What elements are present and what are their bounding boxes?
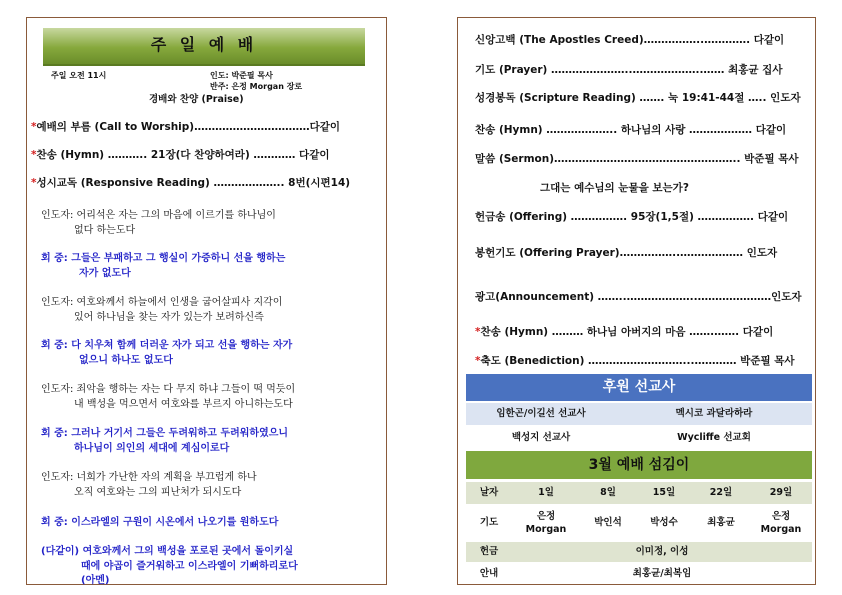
schedule-offering-row [466,542,812,562]
schedule-prayer-row [466,506,812,540]
congregation-verse-3a: 회 중: 그러나 거기서 그들은 두려워하고 두려워하였으니 [41,428,289,439]
date-cell: 29일 [769,487,793,498]
sermon-line: 말씀 (Sermon)…………………………………………….. 박준필 목사 [475,153,799,165]
leader-verse-2a: 인도자: 여호와께서 하늘에서 인생을 굽어살피사 지각이 [41,297,283,308]
prayer-cell: 은정 Morgan [525,511,567,535]
hymn-line-2: 찬송 (Hymn) ……………….. 하나님의 사랑 ……………… 다같이 [475,124,787,136]
standing-mark: * [31,121,37,133]
schedule-header: 3월 예배 섬김이 [466,451,812,479]
unison-verse-a: (다같이) 여호와께서 그의 백성을 포로된 곳에서 돌이키실 [41,546,294,557]
leader-verse-4b: 오직 여호와는 그의 피난처가 되시도다 [74,487,242,498]
offering-row-label: 헌금 [479,546,499,557]
scripture-reading: 성경봉독 (Scripture Reading) ……. 눅 19:41-44절 ….. 인도자 [475,92,801,104]
leader-verse-4a: 인도자: 너희가 가난한 자의 계획을 부끄럽게 하나 [41,472,257,483]
missions-row-2 [466,427,812,449]
date-cell: 8일 [600,487,616,498]
guide-row-label: 안내 [479,568,499,579]
congregation-verse-2b: 없으니 하나도 없도다 [79,355,173,366]
sermon-title: 그대는 예수님의 눈물을 보는가? [540,182,689,194]
hymn-line [31,147,329,162]
prayer-cell: 박성수 [650,517,678,528]
missions-header: 후원 선교사 [466,374,812,401]
missionary-name-2: 백성지 선교사 [511,432,571,443]
offering-song: 헌금송 (Offering) ……………. 95장(1,5절) ……………. 다같이 [475,211,789,223]
leader-verse-3a: 인도자: 죄악을 행하는 자는 다 무지 하냐 그들이 떡 먹듯이 [41,384,296,395]
missions-row-1 [466,403,812,425]
leader-verse-2b: 있어 하나님을 찾는 자가 있는가 보려하신즉 [74,312,264,323]
benediction-text: 축도 (Benediction) ………………………...………… 박준필 목사 [480,355,795,367]
leader-verse-1a: 인도자: 어리석은 자는 그의 마음에 이르기를 하나님이 [41,210,276,221]
date-cell: 1일 [538,487,554,498]
leader-verse-1b: 없다 하는도다 [74,225,136,236]
standing-mark: * [31,149,37,161]
unison-verse-b: 때에 야곱이 즐거워하고 이스라엘이 기뻐하리로다 [81,561,298,572]
congregation-verse-3b: 하나님이 의인의 세대에 계심이로다 [74,443,230,454]
prayer-line: 기도 (Prayer) …………………..………………..…… 최홍균 집사 [475,64,783,76]
closing-hymn-text: 찬송 (Hymn) ……… 하나님 아버지의 마음 …….……. 다같이 [480,326,774,338]
guide-value: 최홍균/최복임 [632,568,692,579]
schedule-date-row [466,482,812,504]
offering-prayer: 봉헌기도 (Offering Prayer)……………..……………… 인도자 [475,247,778,259]
service-title-banner: 주 일 예 배 [43,28,365,66]
prayer-cell: 최홍균 [707,517,735,528]
congregation-verse-4a: 회 중: 이스라엘의 구원이 시온에서 나오기를 원하도다 [41,517,279,528]
standing-mark: * [31,177,37,189]
congregation-verse-1a: 회 중: 그들은 부패하고 그 행실이 가증하니 선을 행하는 [41,253,286,264]
hymn-text: 찬송 (Hymn) ……….. 21장(다 찬양하여라) ………… 다같이 [36,149,330,161]
date-cell: 15일 [652,487,676,498]
responsive-reading [31,175,350,190]
mission-location-1: 멕시코 과달라하라 [675,408,753,419]
standing-mark: * [475,355,481,367]
responsive-reading-text: 성시교독 (Responsive Reading) ……………….. 8번(시편14) [36,177,351,189]
schedule-guide-row [466,564,812,584]
right-page [457,17,816,585]
standing-mark: * [475,326,481,338]
call-to-worship [31,119,340,134]
service-time: 주일 오전 11시 [51,71,107,80]
prayer-row-label: 기도 [479,517,499,528]
unison-amen: (아멘) [81,575,110,586]
mission-org-2: Wycliffe 선교회 [677,432,751,443]
apostles-creed: 신앙고백 (The Apostles Creed)……………..…………. 다같이 [475,34,785,46]
call-to-worship-text: 예배의 부름 (Call to Worship)……………………………다같이 [36,121,341,133]
prayer-cell: 박인석 [594,517,622,528]
praise-heading: 경배와 찬양 (Praise) [149,94,244,105]
prayer-cell: 은정 Morgan [760,511,802,535]
leader-verse-3b: 내 백성을 먹으면서 여호와를 부르지 아니하는도다 [74,399,293,410]
closing-hymn [475,324,773,339]
left-page [26,17,387,585]
date-column-label: 날자 [479,487,499,498]
leader-label: 인도: 박준필 목사 [210,71,273,80]
offering-value: 이미정, 이성 [635,546,689,557]
missionary-name-1: 임한곤/이길선 선교사 [496,408,586,419]
accompanist-label: 반주: 은정 Morgan 장로 [210,82,303,91]
benediction [475,353,795,368]
congregation-verse-2a: 회 중: 다 치우쳐 함께 더러운 자가 되고 선을 행하는 자가 [41,340,293,351]
date-cell: 22일 [709,487,733,498]
announcements: 광고(Announcement) ……..………………..…………………인도자 [475,291,802,303]
congregation-verse-1b: 자가 없도다 [79,268,131,279]
